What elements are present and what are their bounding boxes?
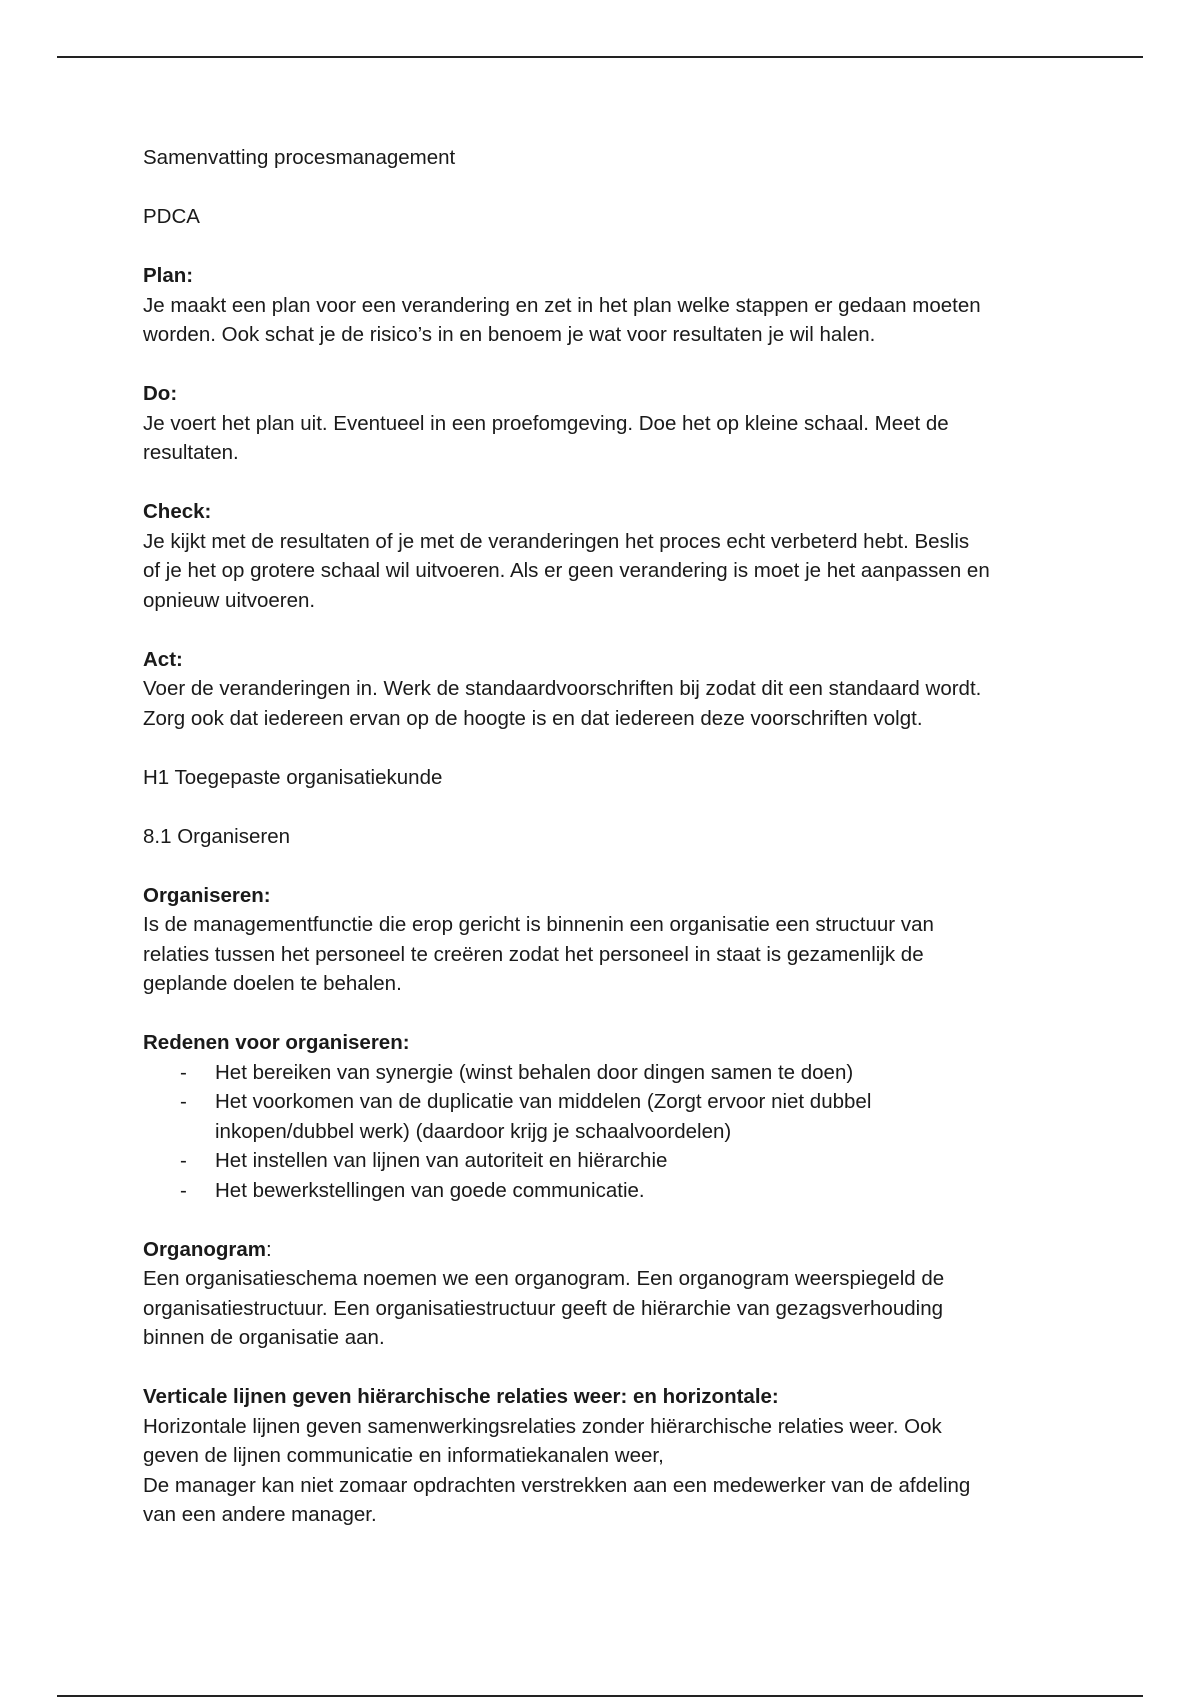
redenen-section <box>143 1028 1073 1205</box>
bullet-dash: - <box>180 1090 187 1113</box>
plan-line: Je maakt een plan voor een verandering en zet in het plan welke stappen er gedaan moeten <box>143 293 981 317</box>
list-item <box>143 1146 1073 1176</box>
redenen-list <box>143 1058 1073 1206</box>
do-line: resultaten. <box>143 441 239 464</box>
pdca-label: PDCA <box>143 205 200 228</box>
organiseren-line: relaties tussen het personeel te creëren zodat het personeel in staat is gezamenlijk de <box>143 942 924 966</box>
section-heading: 8.1 Organiseren <box>143 824 291 848</box>
do-section <box>143 379 1073 468</box>
organiseren-heading: Organiseren: <box>143 883 271 907</box>
redenen-heading: Redenen voor organiseren: <box>143 1031 410 1054</box>
lijnen-line: geven de lijnen communicatie en informatiekanalen weer, <box>143 1444 664 1467</box>
act-heading: Act: <box>143 647 183 671</box>
act-section <box>143 645 1073 734</box>
check-line: Je kijkt met de resultaten of je met de veranderingen het proces echt verbeterd hebt. Beslis <box>143 529 970 553</box>
list-item <box>143 1087 1073 1146</box>
list-item-text: Het voorkomen van de duplicatie van middelen (Zorgt ervoor niet dubbel <box>215 1090 872 1113</box>
lijnen-line: Horizontale lijnen geven samenwerkingsrelaties zonder hiërarchische relaties weer. Ook <box>143 1414 942 1438</box>
plan-line: worden. Ook schat je de risico’s in en benoem je wat voor resultaten je wil halen. <box>143 323 876 346</box>
list-item <box>143 1176 1073 1206</box>
plan-section <box>143 261 1073 350</box>
bullet-dash: - <box>180 1060 187 1084</box>
plan-heading: Plan: <box>143 264 194 287</box>
bullet-dash: - <box>180 1149 187 1172</box>
list-item-text: Het bereiken van synergie (winst behalen door dingen samen te doen) <box>215 1060 854 1084</box>
lijnen-section <box>143 1382 1073 1530</box>
do-line: Je voert het plan uit. Eventueel in een proefomgeving. Doe het op kleine schaal. Meet de <box>143 411 949 435</box>
check-heading: Check: <box>143 500 212 523</box>
list-item <box>143 1058 1073 1088</box>
chapter-heading: H1 Toegepaste organisatiekunde <box>143 765 443 789</box>
organogram-heading-colon: : <box>266 1237 272 1261</box>
organogram-line: Een organisatieschema noemen we een organogram. Een organogram weerspiegeld de <box>143 1267 945 1290</box>
lijnen-line: De manager kan niet zomaar opdrachten verstrekken aan een medewerker van de afdeling <box>143 1473 971 1497</box>
act-line: Zorg ook dat iedereen ervan op de hoogte is en dat iedereen deze voorschriften volgt. <box>143 706 923 730</box>
footer-rule <box>57 1695 1143 1697</box>
organogram-heading-line <box>143 1235 1073 1265</box>
lijnen-line: van een andere manager. <box>143 1503 377 1526</box>
list-item-text: Het bewerkstellingen van goede communicatie. <box>215 1178 645 1202</box>
header-rule <box>57 56 1143 58</box>
list-item-text: Het instellen van lijnen van autoriteit en hiërarchie <box>215 1149 668 1172</box>
document-body <box>143 143 1073 1559</box>
organogram-line: organisatiestructuur. Een organisatiestructuur geeft de hiërarchie van gezagsverhouding <box>143 1296 943 1320</box>
organogram-line: binnen de organisatie aan. <box>143 1326 385 1349</box>
organiseren-section <box>143 881 1073 999</box>
organiseren-line: Is de managementfunctie die erop gericht is binnenin een organisatie een structuur van <box>143 913 934 936</box>
organiseren-line: geplande doelen te behalen. <box>143 972 402 995</box>
list-item-text: inkopen/dubbel werk) (daardoor krijg je schaalvoordelen) <box>215 1119 732 1143</box>
act-line: Voer de veranderingen in. Werk de standaardvoorschriften bij zodat dit een standaard wordt. <box>143 677 982 700</box>
check-section <box>143 497 1073 615</box>
check-line: of je het op grotere schaal wil uitvoeren. Als er geen verandering is moet je het aanpassen en <box>143 559 990 582</box>
organogram-section <box>143 1235 1073 1353</box>
do-heading: Do: <box>143 382 178 405</box>
document-title: Samenvatting procesmanagement <box>143 146 456 169</box>
check-line: opnieuw uitvoeren. <box>143 588 316 612</box>
lijnen-heading: Verticale lijnen geven hiërarchische relaties weer: en horizontale: <box>143 1385 779 1408</box>
organogram-heading: Organogram <box>143 1237 267 1261</box>
bullet-dash: - <box>180 1178 187 1202</box>
